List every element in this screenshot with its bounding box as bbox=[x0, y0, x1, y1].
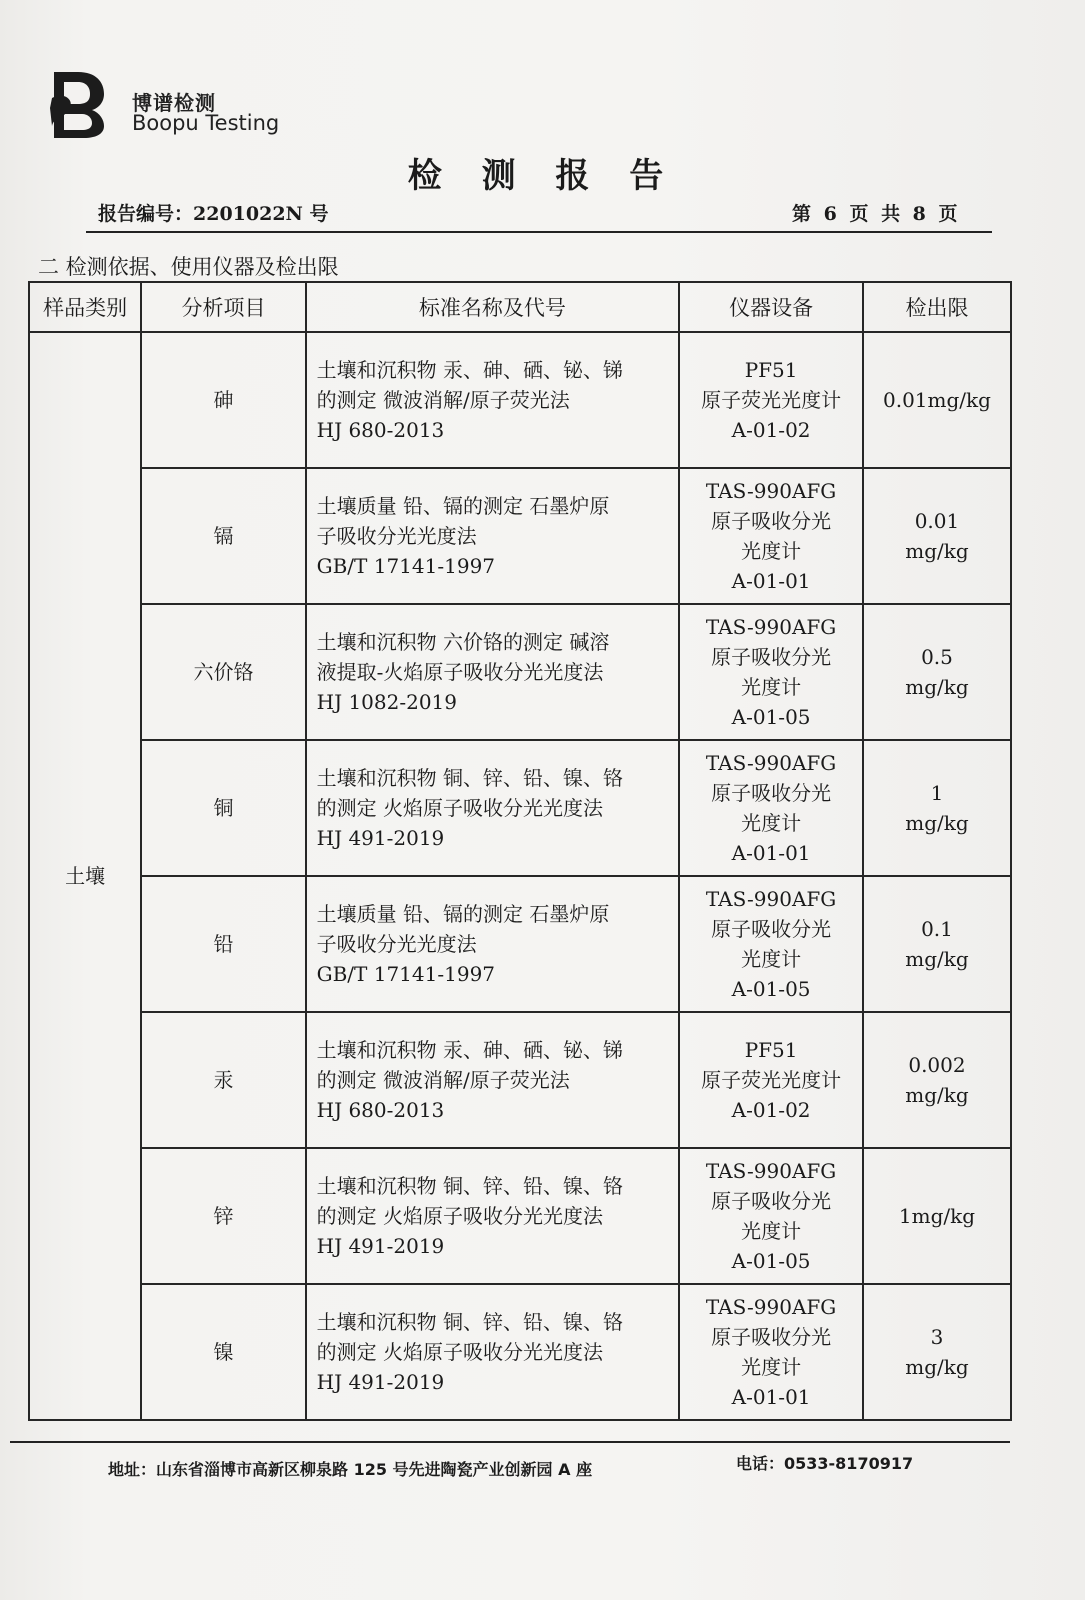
standard-cell-line: HJ 680-2013 bbox=[316, 418, 445, 442]
standard-cell bbox=[306, 876, 680, 1012]
standard-cell bbox=[306, 1148, 680, 1284]
col-header-standard: 标准名称及代号 bbox=[306, 282, 680, 332]
analysis-item-cell: 六价铬 bbox=[141, 604, 305, 740]
instrument-cell-line: 原子吸收分光 bbox=[711, 509, 832, 533]
limit-cell bbox=[863, 876, 1011, 1012]
limit-cell-line: mg/kg bbox=[905, 675, 969, 699]
instrument-cell-line: 光度计 bbox=[741, 1355, 802, 1379]
standard-cell-line: 土壤和沉积物 六价铬的测定 碱溶 bbox=[316, 630, 610, 654]
instrument-cell-line: 光度计 bbox=[741, 947, 802, 971]
analysis-item-cell: 铜 bbox=[141, 740, 305, 876]
brand-name-en: Boopu Testing bbox=[132, 111, 280, 135]
analysis-item-cell: 汞 bbox=[141, 1012, 305, 1148]
standard-cell-line: 的测定 微波消解/原子荧光法 bbox=[316, 1068, 570, 1092]
report-number: 报告编号：2201022N 号 bbox=[98, 203, 329, 225]
analysis-item-cell: 铅 bbox=[141, 876, 305, 1012]
standard-cell bbox=[306, 604, 680, 740]
header-divider bbox=[86, 231, 992, 233]
standard-cell bbox=[306, 1284, 680, 1420]
limit-cell-line: mg/kg bbox=[905, 539, 969, 563]
standard-cell-line: HJ 491-2019 bbox=[316, 1234, 445, 1258]
standard-cell-line: GB/T 17141-1997 bbox=[316, 554, 496, 578]
limit-cell bbox=[863, 1284, 1011, 1420]
table-header-row bbox=[29, 282, 1011, 332]
standard-cell-line: 子吸收分光光度法 bbox=[316, 932, 477, 956]
standard-cell-line: 的测定 火焰原子吸收分光光度法 bbox=[316, 1340, 603, 1364]
instrument-cell-line: PF51 bbox=[744, 358, 798, 382]
analysis-item-cell: 锌 bbox=[141, 1148, 305, 1284]
analysis-item-cell: 镍 bbox=[141, 1284, 305, 1420]
limit-cell-line: 1mg/kg bbox=[898, 1204, 976, 1228]
standard-cell-line: 土壤质量 铅、镉的测定 石墨炉原 bbox=[316, 494, 610, 518]
footer-divider bbox=[10, 1441, 1010, 1443]
limit-cell bbox=[863, 740, 1011, 876]
standard-cell-line: HJ 680-2013 bbox=[316, 1098, 445, 1122]
instrument-cell-line: 原子吸收分光 bbox=[711, 645, 832, 669]
limit-cell bbox=[863, 468, 1011, 604]
standard-cell-line: 液提取-火焰原子吸收分光光度法 bbox=[316, 660, 604, 684]
limit-cell-line: 0.002 bbox=[908, 1053, 966, 1077]
instrument-cell-line: A-01-05 bbox=[731, 1249, 811, 1273]
instrument-cell bbox=[679, 1284, 863, 1420]
instrument-cell bbox=[679, 1012, 863, 1148]
limit-cell-line: 0.5 bbox=[921, 645, 953, 669]
instrument-cell-line: A-01-01 bbox=[731, 1385, 811, 1409]
col-header-item: 分析项目 bbox=[141, 282, 305, 332]
standard-cell-line: GB/T 17141-1997 bbox=[316, 962, 496, 986]
analysis-item-cell: 砷 bbox=[141, 332, 305, 468]
standard-cell-line: HJ 491-2019 bbox=[316, 826, 445, 850]
instrument-cell-line: 原子荧光光度计 bbox=[701, 1068, 842, 1092]
instrument-cell-line: A-01-05 bbox=[731, 977, 811, 1001]
instrument-cell-line: 原子吸收分光 bbox=[711, 917, 832, 941]
footer-phone: 电话：0533-8170917 bbox=[736, 1454, 914, 1473]
boopu-logo-icon bbox=[48, 68, 106, 140]
standard-cell-line: 土壤质量 铅、镉的测定 石墨炉原 bbox=[316, 902, 610, 926]
analysis-item-cell: 镉 bbox=[141, 468, 305, 604]
limit-cell bbox=[863, 1012, 1011, 1148]
standard-cell-line: 土壤和沉积物 汞、砷、硒、铋、锑 bbox=[316, 358, 623, 382]
instrument-cell-line: TAS-990AFG bbox=[705, 1295, 837, 1319]
limit-cell bbox=[863, 332, 1011, 468]
page-number: 第 6 页 共 8 页 bbox=[792, 203, 961, 225]
standard-cell-line: 土壤和沉积物 铜、锌、铅、镍、铬 bbox=[316, 766, 623, 790]
instrument-cell-line: A-01-01 bbox=[731, 841, 811, 865]
table-row bbox=[29, 876, 1011, 1012]
report-title: 检 测 报 告 bbox=[407, 156, 678, 196]
limit-cell-line: 1 bbox=[930, 781, 944, 805]
instrument-cell-line: A-01-02 bbox=[731, 418, 811, 442]
col-header-limit: 检出限 bbox=[863, 282, 1011, 332]
instrument-cell-line: 光度计 bbox=[741, 539, 802, 563]
limit-cell-line: mg/kg bbox=[905, 1083, 969, 1107]
standard-cell-line: 的测定 火焰原子吸收分光光度法 bbox=[316, 1204, 603, 1228]
instrument-cell-line: TAS-990AFG bbox=[705, 1159, 837, 1183]
instrument-cell-line: 光度计 bbox=[741, 675, 802, 699]
table-row bbox=[29, 740, 1011, 876]
limit-cell bbox=[863, 604, 1011, 740]
col-header-category: 样品类别 bbox=[29, 282, 141, 332]
standard-cell-line: 子吸收分光光度法 bbox=[316, 524, 477, 548]
instrument-cell bbox=[679, 332, 863, 468]
limit-cell-line: 0.1 bbox=[921, 917, 953, 941]
limit-cell-line: 0.01mg/kg bbox=[882, 388, 991, 412]
instrument-cell bbox=[679, 604, 863, 740]
methods-table bbox=[28, 281, 1012, 1421]
standard-cell-line: 的测定 微波消解/原子荧光法 bbox=[316, 388, 570, 412]
sample-category-cell: 土壤 bbox=[29, 332, 141, 1420]
instrument-cell-line: TAS-990AFG bbox=[705, 751, 837, 775]
table-row bbox=[29, 468, 1011, 604]
standard-cell bbox=[306, 740, 680, 876]
instrument-cell-line: 原子荧光光度计 bbox=[701, 388, 842, 412]
brand-name-cn: 博谱检测 bbox=[132, 91, 216, 115]
footer-address: 地址：山东省淄博市高新区柳泉路 125 号先进陶瓷产业创新园 A 座 bbox=[108, 1460, 593, 1479]
col-header-instrument: 仪器设备 bbox=[679, 282, 863, 332]
standard-cell-line: 土壤和沉积物 铜、锌、铅、镍、铬 bbox=[316, 1174, 623, 1198]
instrument-cell-line: 光度计 bbox=[741, 1219, 802, 1243]
instrument-cell-line: TAS-990AFG bbox=[705, 615, 837, 639]
instrument-cell bbox=[679, 1148, 863, 1284]
instrument-cell bbox=[679, 740, 863, 876]
instrument-cell-line: 原子吸收分光 bbox=[711, 781, 832, 805]
instrument-cell-line: 光度计 bbox=[741, 811, 802, 835]
instrument-cell-line: A-01-02 bbox=[731, 1098, 811, 1122]
table-row bbox=[29, 1148, 1011, 1284]
table-row bbox=[29, 604, 1011, 740]
standard-cell-line: HJ 1082-2019 bbox=[316, 690, 457, 714]
standard-cell-line: 的测定 火焰原子吸收分光光度法 bbox=[316, 796, 603, 820]
limit-cell-line: 0.01 bbox=[914, 509, 960, 533]
limit-cell-line: 3 bbox=[930, 1325, 944, 1349]
instrument-cell-line: TAS-990AFG bbox=[705, 887, 837, 911]
standard-cell-line: 土壤和沉积物 汞、砷、硒、铋、锑 bbox=[316, 1038, 623, 1062]
standard-cell bbox=[306, 332, 680, 468]
instrument-cell-line: A-01-01 bbox=[731, 569, 811, 593]
instrument-cell-line: TAS-990AFG bbox=[705, 479, 837, 503]
table-row bbox=[29, 1012, 1011, 1148]
table-row bbox=[29, 1284, 1011, 1420]
instrument-cell bbox=[679, 876, 863, 1012]
table-row bbox=[29, 332, 1011, 468]
limit-cell-line: mg/kg bbox=[905, 1355, 969, 1379]
standard-cell bbox=[306, 468, 680, 604]
instrument-cell-line: PF51 bbox=[744, 1038, 798, 1062]
standard-cell-line: 土壤和沉积物 铜、锌、铅、镍、铬 bbox=[316, 1310, 623, 1334]
instrument-cell-line: 原子吸收分光 bbox=[711, 1189, 832, 1213]
instrument-cell-line: 原子吸收分光 bbox=[711, 1325, 832, 1349]
standard-cell bbox=[306, 1012, 680, 1148]
standard-cell-line: HJ 491-2019 bbox=[316, 1370, 445, 1394]
section-title: 二 检测依据、使用仪器及检出限 bbox=[38, 255, 339, 279]
limit-cell-line: mg/kg bbox=[905, 947, 969, 971]
instrument-cell bbox=[679, 468, 863, 604]
limit-cell-line: mg/kg bbox=[905, 811, 969, 835]
instrument-cell-line: A-01-05 bbox=[731, 705, 811, 729]
limit-cell bbox=[863, 1148, 1011, 1284]
